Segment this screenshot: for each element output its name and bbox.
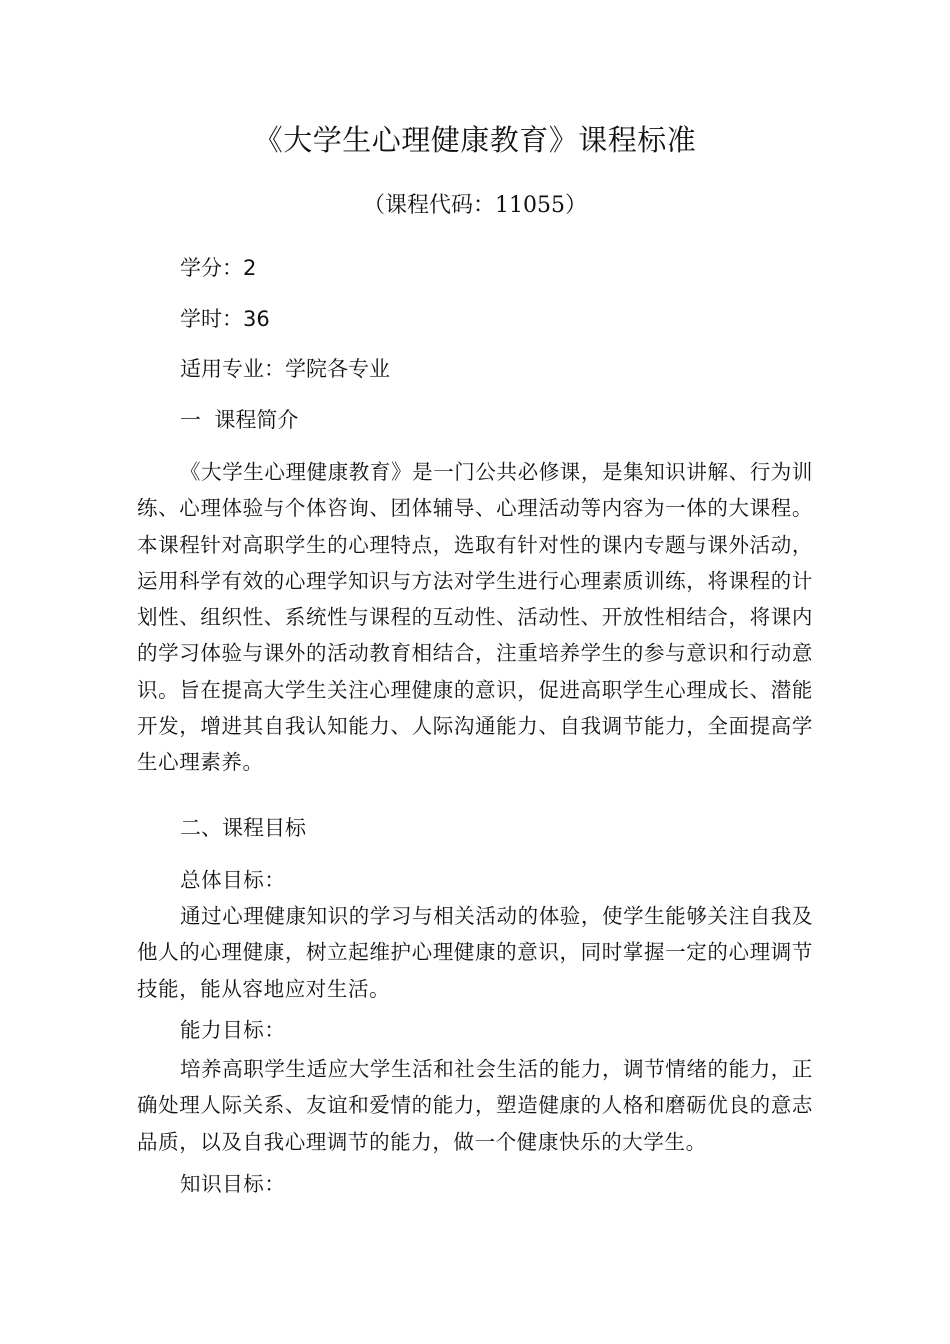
ability-goal-label: 能力目标： bbox=[180, 1018, 286, 1042]
overall-goal-paragraph: 通过心理健康知识的学习与相关活动的体验，使学生能够关注自我及他人的心理健康，树立起维护心理健康的意识，同时掌握一定的心理调节技能，能从容地应对生活。 bbox=[137, 904, 813, 1001]
overall-goal-label: 总体目标： bbox=[180, 868, 286, 892]
knowledge-goal-label: 知识目标： bbox=[180, 1172, 286, 1196]
intro-paragraph: 《大学生心理健康教育》是一门公共必修课，是集知识讲解、行为训练、心理体验与个体咨询、团体辅导、心理活动等内容为一体的大课程。本课程针对高职学生的心理特点，选取有针对性的课内专题与课外活动，运用科学有效的心理学知识与方法对学生进行心理素质训练，将课程的计划性、组织性、系统性与课程的互动性、活动性、开放性相结合，将课内的学习体验与课外的活动教育相结合，注重培养学生的参与意识和行动意识。旨在提高大学生关注心理健康的意识，促进高职学生心理成长、潜能开发，增进其自我认知能力、人际沟通能力、自我调节能力，全面提高学生心理素养。 bbox=[137, 460, 813, 775]
course-code: （课程代码：11055） bbox=[363, 193, 587, 218]
section-heading-goals: 二、课程目标 bbox=[180, 816, 306, 840]
applicable-majors: 适用专业：学院各专业 bbox=[180, 357, 390, 381]
hours: 学时：36 bbox=[180, 307, 270, 331]
document-title: 《大学生心理健康教育》课程标准 bbox=[253, 123, 697, 157]
ability-goal-paragraph: 培养高职学生适应大学生活和社会生活的能力，调节情绪的能力，正确处理人际关系、友谊和爱情的能力，塑造健康的人格和磨砺优良的意志品质，以及自我心理调节的能力，做一个健康快乐的大学生。 bbox=[137, 1057, 813, 1154]
section-heading-intro: 一 课程简介 bbox=[180, 408, 299, 432]
credits: 学分：2 bbox=[180, 256, 257, 280]
